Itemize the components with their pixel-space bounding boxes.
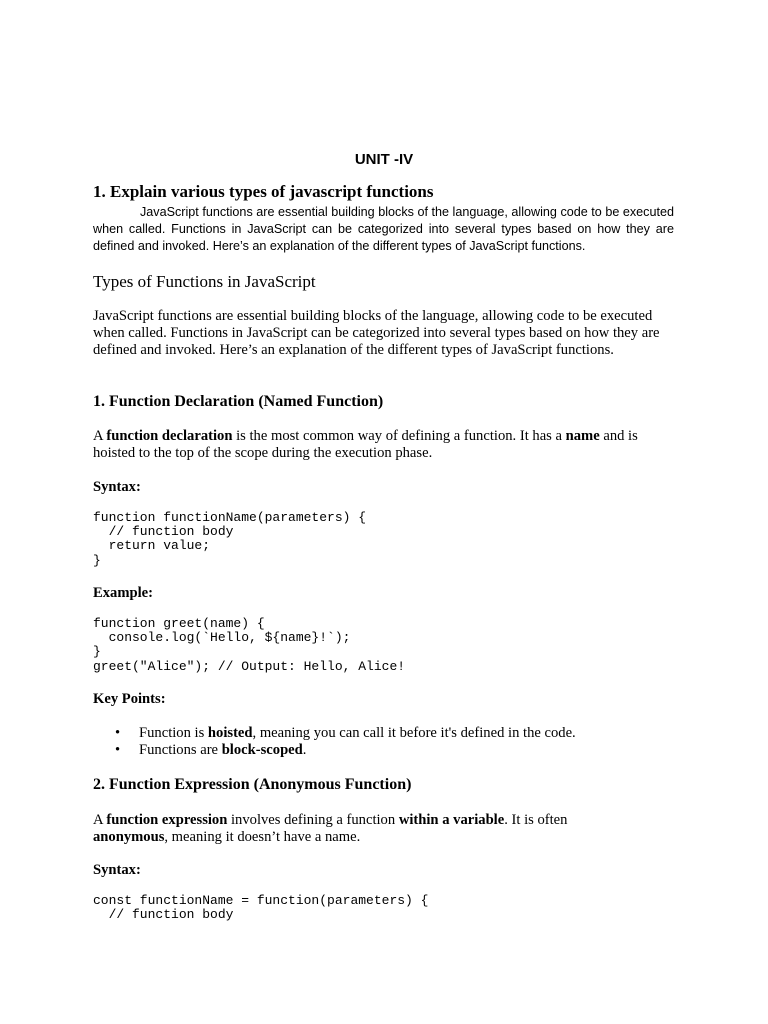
- declaration-paragraph: A function declaration is the most common way of defining a function. It has a name and is hoisted to the top of the scope during the execution phase.: [93, 428, 638, 461]
- declaration-example-label: Example:: [93, 585, 153, 601]
- declaration-syntax-label: Syntax:: [93, 479, 141, 495]
- list-item: • Functions are block-scoped.: [115, 741, 307, 758]
- declaration-example-code: function greet(name) { console.log(`Hello, ${name}!`); } greet("Alice"); // Output: Hello, Alice!: [93, 616, 406, 674]
- keypoints-label: Key Points:: [93, 691, 166, 707]
- expression-syntax-label: Syntax:: [93, 862, 141, 878]
- expression-syntax-code: const functionName = function(parameters) { // function body: [93, 893, 429, 923]
- declaration-syntax-code: function functionName(parameters) { // function body return value; }: [93, 510, 367, 568]
- expression-heading: 2. Function Expression (Anonymous Function): [93, 776, 412, 793]
- section-paragraph: JavaScript functions are essential building blocks of the language, allowing code to be executed when called. Functions in JavaScript can be categorized into several types based on how they are defined and invoked. Here’s an explanation of the different types of JavaScript functions.: [93, 308, 660, 358]
- section-heading: Types of Functions in JavaScript: [93, 272, 316, 291]
- intro-paragraph: JavaScript functions are essential building blocks of the language, allowing code to be executed when called. Functions in JavaScript can be categorized into several types based on how they are defined and invoked. Here’s an explanation of the different types of JavaScript functions.: [93, 205, 674, 253]
- declaration-heading: 1. Function Declaration (Named Function): [93, 393, 384, 410]
- bullet-icon: •: [115, 725, 121, 741]
- list-item: • Function is hoisted, meaning you can call it before it's defined in the code.: [115, 725, 576, 741]
- unit-title: UNIT -IV: [354, 151, 414, 168]
- question-heading: 1. Explain various types of javascript functions: [93, 182, 434, 201]
- bullet-icon: •: [115, 741, 121, 758]
- expression-paragraph: A function expression involves defining a function within a variable. It is often anonymous, meaning it doesn’t have a name.: [93, 812, 568, 845]
- keypoints-list: [93, 725, 576, 758]
